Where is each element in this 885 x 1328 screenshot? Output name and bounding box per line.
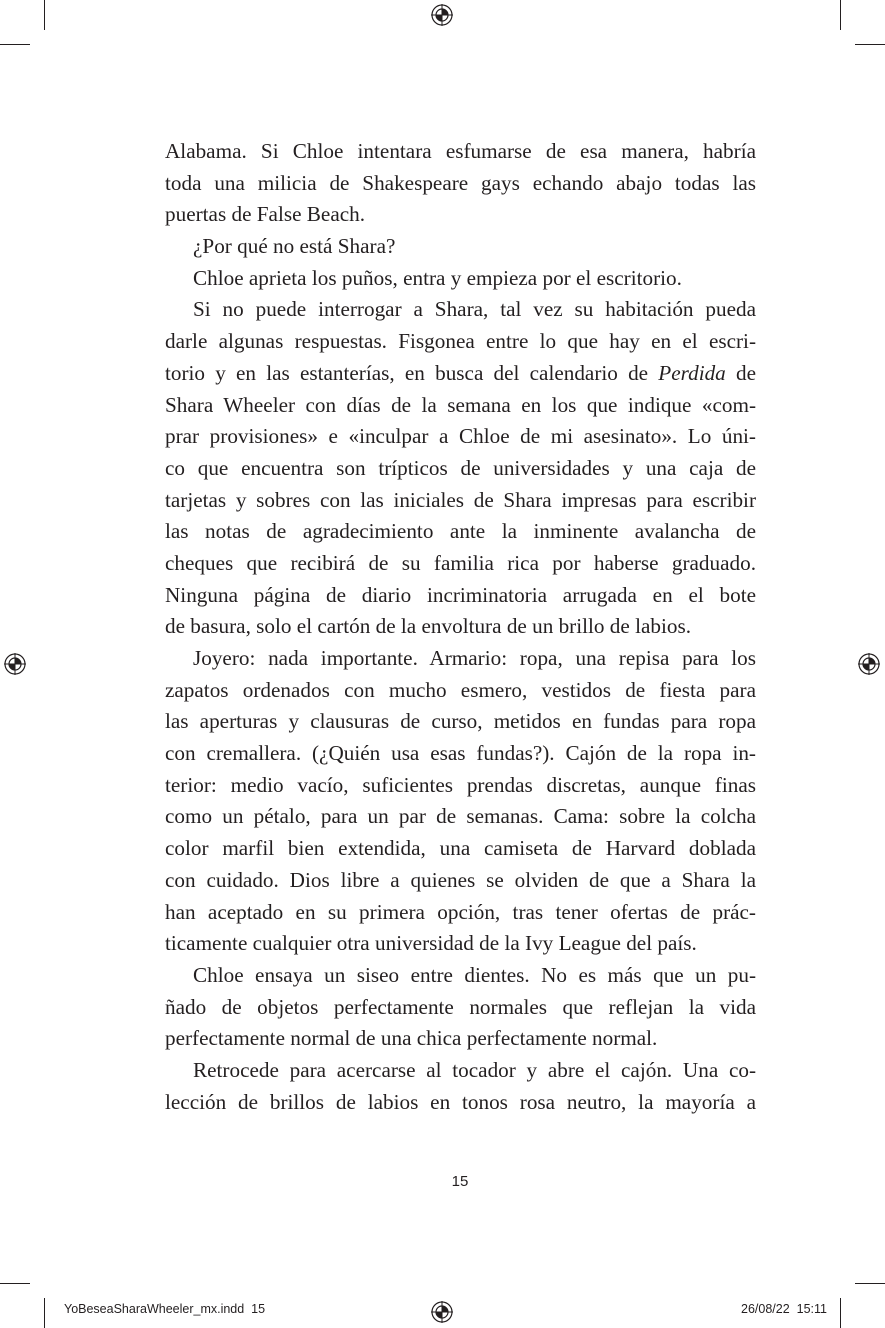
slug-filename-text: YoBeseaSharaWheeler_mx.indd [64,1302,245,1316]
crop-mark-bottom-right-v [840,1298,841,1328]
crop-mark-bottom-right-h [855,1283,885,1284]
text-line [165,358,756,390]
crop-mark-top-left-v [44,0,45,30]
text-line: las aperturas y clausuras de curso, metidos en fundas para ropa [165,709,756,734]
registration-mark-top-icon [431,4,453,26]
slug-datetime [741,1302,827,1316]
text-line: con cuidado. Dios libre a quienes se olviden de que a Shara la [165,867,756,892]
text-segment: de [725,360,756,385]
text-line: de basura, solo el cartón de la envoltura de un brillo de labios. [165,614,691,639]
page-number: 15 [451,1173,469,1190]
text-line: toda una milicia de Shakespeare gays echando abajo todas las [165,170,756,195]
text-line: Si no puede interrogar a Shara, tal vez su habitación pueda [193,297,756,322]
text-line: terior: medio vacío, suficientes prendas discretas, aunque finas [165,772,756,797]
text-line: ñado de objetos perfectamente normales que reflejan la vida [165,994,756,1019]
text-line: como un pétalo, para un par de semanas. Cama: sobre la colcha [165,804,756,829]
slug-time: 15:11 [796,1302,827,1316]
text-line: Chloe aprieta los puños, entra y empieza por el escritorio. [193,265,682,290]
text-line: darle algunas respuestas. Fisgonea entre lo que hay en el escri- [165,329,756,354]
slug-filename [64,1302,265,1316]
crop-mark-top-right-h [855,44,885,45]
registration-mark-left-icon [4,653,26,675]
slug-page: 15 [251,1302,266,1316]
text-line: han aceptado en su primera opción, tras tener ofertas de prác- [165,899,756,924]
text-line: prar provisiones» e «inculpar a Chloe de mi asesinato». Lo úni- [165,424,756,449]
text-line: ¿Por qué no está Shara? [193,234,396,259]
slug-date: 26/08/22 [741,1302,790,1316]
text-line: con cremallera. (¿Quién usa esas fundas?). Cajón de la ropa in- [165,741,756,766]
text-line: Chloe ensaya un siseo entre dientes. No es más que un pu- [193,962,756,987]
text-line: Alabama. Si Chloe intentara esfumarse de esa manera, habría [165,139,756,163]
text-line: Shara Wheeler con días de la semana en los que indique «com- [165,392,756,417]
text-segment: torio y en las estanterías, en busca del calendario de [165,360,659,385]
text-line: zapatos ordenados con mucho esmero, vestidos de fiesta para [165,677,756,702]
text-line: lección de brillos de labios en tonos rosa neutro, la mayoría a [165,1089,756,1114]
text-line: Joyero: nada importante. Armario: ropa, una repisa para los [193,646,756,670]
crop-mark-top-left-h [0,44,30,45]
crop-mark-top-right-v [840,0,841,30]
text-line: Retrocede para acercarse al tocador y abre el cajón. Una co- [193,1057,756,1082]
text-line: cheques que recibirá de su familia rica por haberse graduado. [165,550,756,575]
book-title-italic: Perdida [658,360,726,385]
crop-mark-bottom-left-v [44,1298,45,1328]
text-line: las notas de agradecimiento ante la inminente avalancha de [165,519,756,544]
body-text [165,136,756,1118]
text-line: color marfil bien extendida, una camiseta de Harvard doblada [165,836,756,861]
registration-mark-right-icon [858,653,880,675]
text-line: Ninguna página de diario incriminatoria arrugada en el bote [165,582,756,607]
text-line: tarjetas y sobres con las iniciales de Shara impresas para escribir [165,487,756,512]
text-line: co que encuentra son trípticos de universidades y una caja de [165,455,756,480]
text-line: perfectamente normal de una chica perfectamente normal. [165,1026,658,1051]
crop-mark-bottom-left-h [0,1283,30,1284]
text-line: ticamente cualquier otra universidad de la Ivy League del país. [165,931,697,956]
text-line: puertas de False Beach. [165,202,366,227]
registration-mark-bottom-icon [431,1301,453,1323]
